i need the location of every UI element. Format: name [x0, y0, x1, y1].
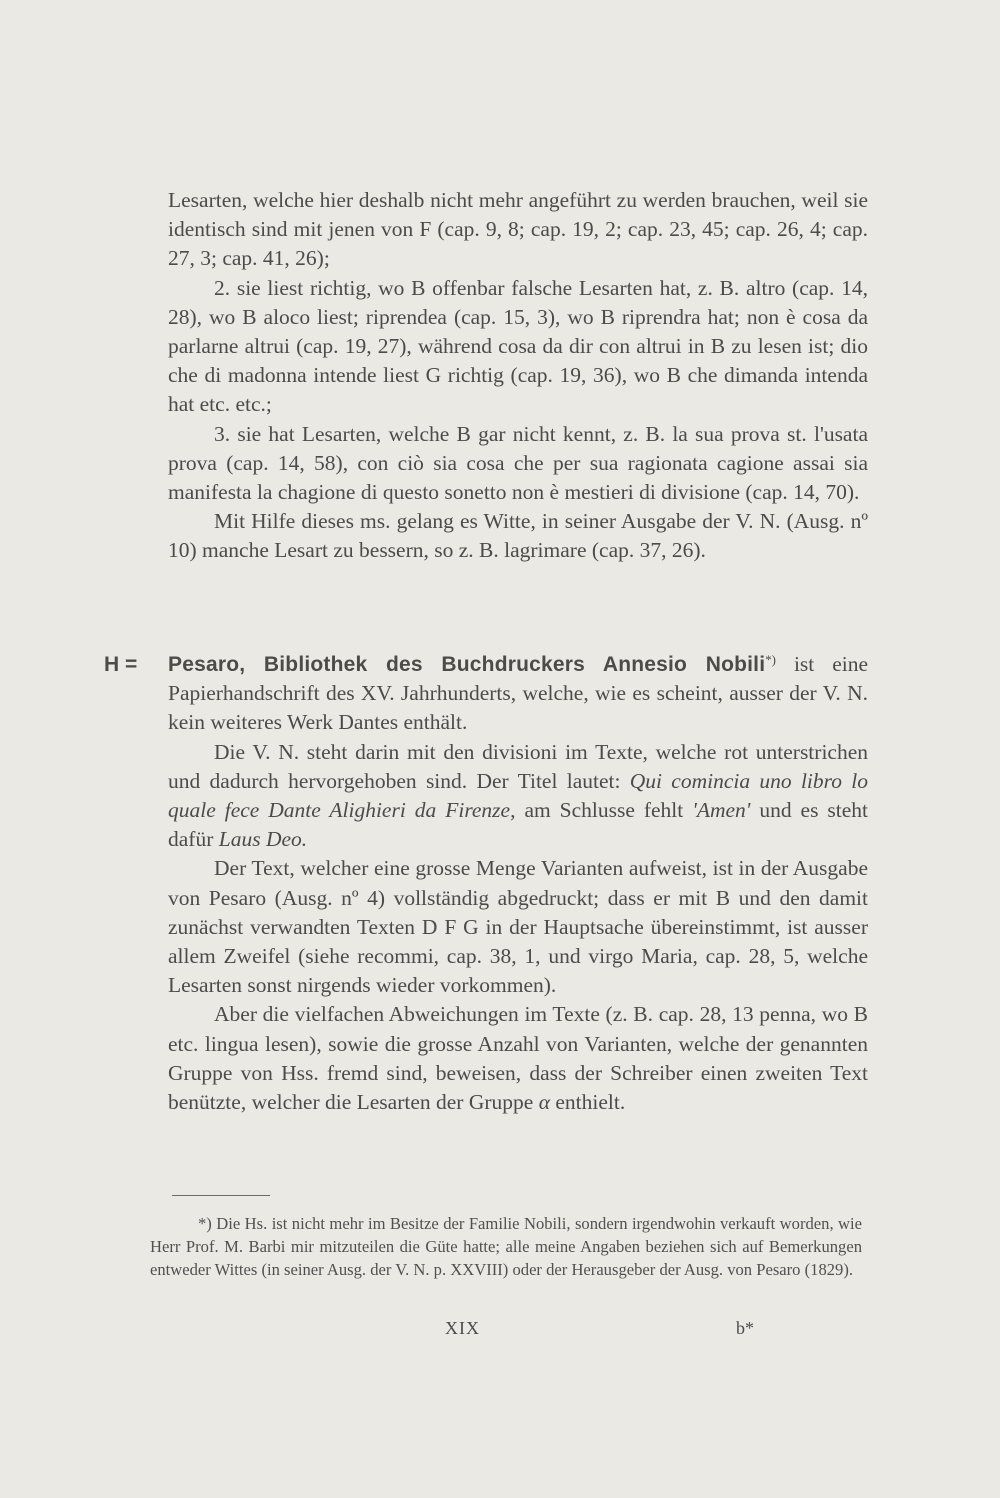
- page-number: XIX: [445, 1318, 480, 1338]
- siglum-h: H =: [104, 653, 138, 676]
- text-block-top: [168, 186, 868, 566]
- paragraph-h-abweichungen: [168, 1000, 868, 1117]
- paragraph-h-divisioni: [168, 738, 868, 855]
- dafuer-text: und es steht dafür: [168, 798, 868, 852]
- laus-deo: Laus Deo.: [218, 827, 308, 852]
- enthielt-text: enthielt.: [555, 1090, 626, 1115]
- manuscript-title: Qui comincia uno libro lo quale fece Dante Alighieri da Firenze,: [168, 768, 868, 823]
- intro-text: ist eine Papierhandschrift des XV. Jahrhunderts, welche, wie es scheint, ausser der V. N. kein weiteres Werk Dantes enthält.: [168, 652, 869, 735]
- divisioni-text: Die V. N. steht darin mit den divisioni im Texte, welche rot unterstrichen und dadurch hervorgehoben sind. Der Titel lautet:: [168, 739, 868, 793]
- entry-heading: Pesaro, Bibliothek des Buchdruckers Annesio Nobili: [168, 653, 766, 676]
- paragraph-point-2: 2. sie liest richtig, wo B offenbar falsche Lesarten hat, z. B. altro (cap. 14, 28), wo B aloco liest; riprendea (cap. 15, 3), wo B riprendra hat; non è cosa da parlarne altrui (cap. 19, 27), während cosa da dir con altrui in B zu lesen ist; dio che di madonna intende liest G richtig (cap. 19, 36), wo B che dimanda intenda hat etc. etc.;: [168, 275, 868, 417]
- footnote-text: *) Die Hs. ist nicht mehr im Besitze der Familie Nobili, sondern irgendwohin verkauft worden, wie Herr Prof. M. Barbi mir mitzuteilen die Güte hatte; alle meine Angaben beziehen sich auf Bemerkungen entweder Wittes (in seiner Ausg. der V. N. p. XXVIII) oder der Herausgeber der Ausg. von Pesaro (1829).: [150, 1214, 862, 1280]
- paragraph-lesarten: Lesarten, welche hier deshalb nicht mehr angeführt zu werden brauchen, weil sie identisch sind mit jenen von F (cap. 9, 8; cap. 19, 2; cap. 23, 45; cap. 26, 4; cap. 27, 3; cap. 41, 26);: [168, 188, 868, 271]
- footnote-mark: *): [765, 652, 776, 667]
- text-block-entry-h: [104, 650, 869, 1117]
- schluss-text: am Schlusse fehlt: [524, 798, 684, 823]
- footnote: [150, 1212, 862, 1282]
- paragraph-point-3: 3. sie hat Lesarten, welche B gar nicht kennt, z. B. la sua prova st. l'usata prova (cap. 14, 58), con ciò sia cosa che per sua ragionata cagione assai sia manifesta la chagione di questo sonetto non è mestieri di divisione (cap. 14, 70).: [168, 421, 868, 505]
- printer-signature: b*: [736, 1318, 754, 1338]
- amen-word: 'Amen': [692, 798, 751, 823]
- footnote-rule: [172, 1195, 270, 1196]
- paragraph-h-text: Der Text, welcher eine grosse Menge Varianten aufweist, ist in der Ausgabe von Pesaro (Ausg. nº 4) vollständig abgedruckt; dass er mit B und den damit zunächst verwandten Texten D F G in der Hauptsache übereinstimmt, ist ausser allem Zweifel (siehe recommi, cap. 38, 1, und virgo Maria, cap. 28, 5, welche Lesarten sonst nirgends wieder vorkommen).: [168, 856, 868, 998]
- abweichungen-text: Aber die vielfachen Abweichungen im Texte (z. B. cap. 28, 13 penna, wo B etc. lingua lesen), sowie die grosse Anzahl von Varianten, welche der genannten Gruppe von Hss. fremd sind, beweisen, dass der Schreiber einen zweiten Text benützte, welcher die Lesarten der Gruppe: [168, 1002, 868, 1115]
- paragraph-witte: Mit Hilfe dieses ms. gelang es Witte, in seiner Ausgabe der V. N. (Ausg. nº 10) manche Lesart zu bessern, so z. B. lagrimare (cap. 37, 26).: [168, 509, 868, 563]
- group-alpha: α: [538, 1090, 550, 1115]
- paragraph-h-intro: [168, 650, 868, 738]
